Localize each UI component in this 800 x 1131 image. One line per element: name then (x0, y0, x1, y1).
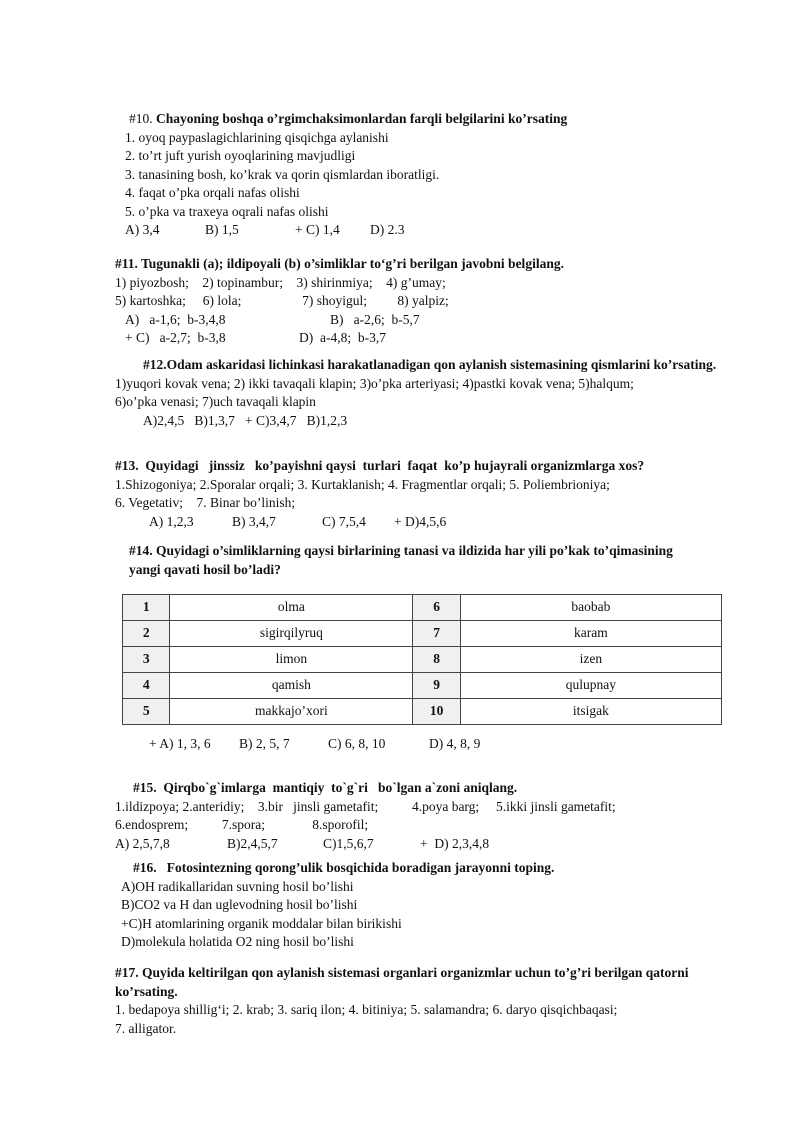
question-14-options (115, 735, 745, 754)
question-15-line: 1.ildizpoya; 2.anteridiy; 3.bir jinsli gametafit; 4.poya barg; 5.ikki jinsli gametafit; (115, 798, 616, 814)
question-12-line: 6)o’pka venasi; 7)uch tavaqali klapin (115, 394, 316, 409)
option-b: B) 2, 5, 7 (239, 736, 290, 751)
option-c: + C) 1,4 (295, 222, 340, 237)
question-11 (115, 255, 745, 348)
question-13 (115, 457, 745, 531)
table-cell-plant: makkajo’xori (170, 699, 413, 725)
option-c: C) 6, 8, 10 (328, 736, 386, 751)
question-13-options (115, 513, 745, 532)
table-row (123, 699, 722, 725)
question-16-option-a: A)OH radikallaridan suvning hosil bo’lishi (121, 878, 354, 894)
option-d: D) 4, 8, 9 (429, 736, 481, 751)
question-16-title: #16. Fotosintezning qorong’ulik bosqichida boradigan jarayonni toping. (133, 860, 555, 875)
option-a: A) 1,2,3 (149, 513, 194, 529)
table-cell-plant: sigirqilyruq (170, 621, 413, 647)
table-cell-number: 3 (123, 647, 170, 673)
question-13-line: 6. Vegetativ; 7. Binar bo’linish; (115, 495, 296, 510)
question-12-line: 1)yuqori kovak vena; 2) ikki tavaqali klapin; 3)o’pka arteriyasi; 4)pastki kovak vena; 5)halqum; (115, 375, 634, 391)
question-15 (115, 779, 745, 853)
question-10-item: 1. oyoq paypaslagichlarining qisqichga aylanishi (125, 129, 389, 145)
question-14-options-block (115, 735, 745, 754)
option-b: B)2,4,5,7 (227, 835, 278, 851)
option-b: B) 3,4,7 (232, 513, 276, 529)
option-d: + D) 2,3,4,8 (420, 835, 490, 851)
option-a: + A) 1, 3, 6 (149, 736, 211, 751)
table-cell-number: 7 (413, 621, 460, 647)
question-11-line: 5) kartoshka; 6) lola; 7) shoyigul; 8) yalpiz; (115, 293, 449, 308)
option-d: + D)4,5,6 (394, 513, 447, 529)
table-cell-plant: olma (170, 595, 413, 621)
question-11-options (115, 311, 745, 330)
question-12 (115, 356, 745, 430)
question-10-number: #10. (129, 111, 153, 126)
option-c: C)1,5,6,7 (323, 835, 374, 851)
question-15-title: #15. Qirqbo`g`imlarga mantiqiy to`g`ri bo`lgan a`zoni aniqlang. (133, 780, 518, 795)
question-16 (115, 859, 745, 952)
table-row (123, 673, 722, 699)
option-a: A) 2,5,7,8 (115, 835, 170, 851)
question-10-options (115, 221, 745, 240)
question-10 (115, 110, 745, 240)
question-10-title: Chayoning boshqa o’rgimchaksimonlardan farqli belgilarini ko’rsating (156, 111, 568, 126)
question-16-option-c: +C)H atomlarining organik moddalar bilan birikishi (121, 915, 402, 931)
question-17-line: 1. bedapoya shillig‘i; 2. krab; 3. sariq ilon; 4. bitiniya; 5. salamandra; 6. daryo qisqichbaqasi; (115, 1002, 618, 1017)
question-14 (115, 542, 745, 579)
question-10-item: 5. o’pka va traxeya oqrali nafas olishi (125, 203, 329, 219)
question-13-title: #13. Quyidagi jinssiz ko’payishni qaysi turlari faqat ko’p hujayrali organizmlarga xos? (115, 458, 645, 473)
question-13-line: 1.Shizogoniya; 2.Sporalar orqali; 3. Kurtaklanish; 4. Fragmentlar orqali; 5. Poliembrioniya; (115, 476, 610, 492)
table-cell-plant: itsigak (460, 699, 721, 725)
option-b: B) a-2,6; b-5,7 (330, 311, 420, 327)
question-11-title: #11. Tugunakli (a); ildipoyali (b) o’simliklar to‘g’ri berilgan javobni belgilang. (115, 256, 564, 271)
table-cell-number: 6 (413, 595, 460, 621)
table-cell-number: 10 (413, 699, 460, 725)
question-14-title: #14. Quyidagi o’simliklarning qaysi birlarining tanasi va ildizida har yili po’kak to’qimasining (129, 543, 673, 558)
option-c: + C) a-2,7; b-3,8 (125, 330, 226, 345)
option-a: A) 3,4 (125, 222, 160, 237)
table-cell-plant: karam (460, 621, 721, 647)
option-c: C) 7,5,4 (322, 513, 366, 529)
table-cell-number: 2 (123, 621, 170, 647)
table-cell-plant: baobab (460, 595, 721, 621)
question-10-item: 4. faqat o’pka orqali nafas olishi (125, 185, 300, 200)
question-17 (115, 964, 745, 1038)
question-14-title: yangi qavati hosil bo’ladi? (129, 561, 281, 577)
question-11-options (115, 329, 745, 348)
question-17-line: 7. alligator. (115, 1020, 177, 1036)
question-16-option-d: D)molekula holatida O2 ning hosil bo’lishi (121, 934, 354, 949)
question-12-title: #12.Odam askaridasi lichinkasi harakatlanadigan qon aylanish sistemasining qismlarini ko’rsating. (143, 357, 717, 372)
table-cell-number: 4 (123, 673, 170, 699)
table-cell-number: 9 (413, 673, 460, 699)
table-cell-number: 8 (413, 647, 460, 673)
question-10-item: 3. tanasining bosh, ko’krak va qorin qismlardan iboratligi. (125, 166, 440, 182)
option-b: B) 1,5 (205, 222, 239, 237)
option-d: D) a-4,8; b-3,7 (299, 330, 386, 345)
table-row (123, 647, 722, 673)
option-a: A) a-1,6; b-3,4,8 (125, 311, 226, 327)
question-16-option-b: B)CO2 va H dan uglevodning hosil bo’lishi (121, 897, 358, 912)
table-cell-plant: limon (170, 647, 413, 673)
table-cell-number: 5 (123, 699, 170, 725)
table-row (123, 621, 722, 647)
plants-table (122, 594, 722, 725)
question-15-line: 6.endosprem; 7.spora; 8.sporofil; (115, 817, 369, 832)
question-10-item: 2. to’rt juft yurish oyoqlarining mavjudligi (125, 148, 356, 163)
option-d: D) 2.3 (370, 222, 405, 237)
table-cell-number: 1 (123, 595, 170, 621)
table-row (123, 595, 722, 621)
question-11-line: 1) piyozbosh; 2) topinambur; 3) shirinmiya; 4) g’umay; (115, 274, 446, 290)
question-17-title: #17. Quyida keltirilgan qon aylanish sistemasi organlari organizmlar uchun to’g’ri berilgan qatorni ko’rsating. (115, 965, 689, 999)
table-cell-plant: qulupnay (460, 673, 721, 699)
table-cell-plant: qamish (170, 673, 413, 699)
question-15-options (115, 835, 745, 854)
table-cell-plant: izen (460, 647, 721, 673)
question-12-options: A)2,4,5 B)1,3,7 + C)3,4,7 B)1,2,3 (143, 412, 348, 428)
